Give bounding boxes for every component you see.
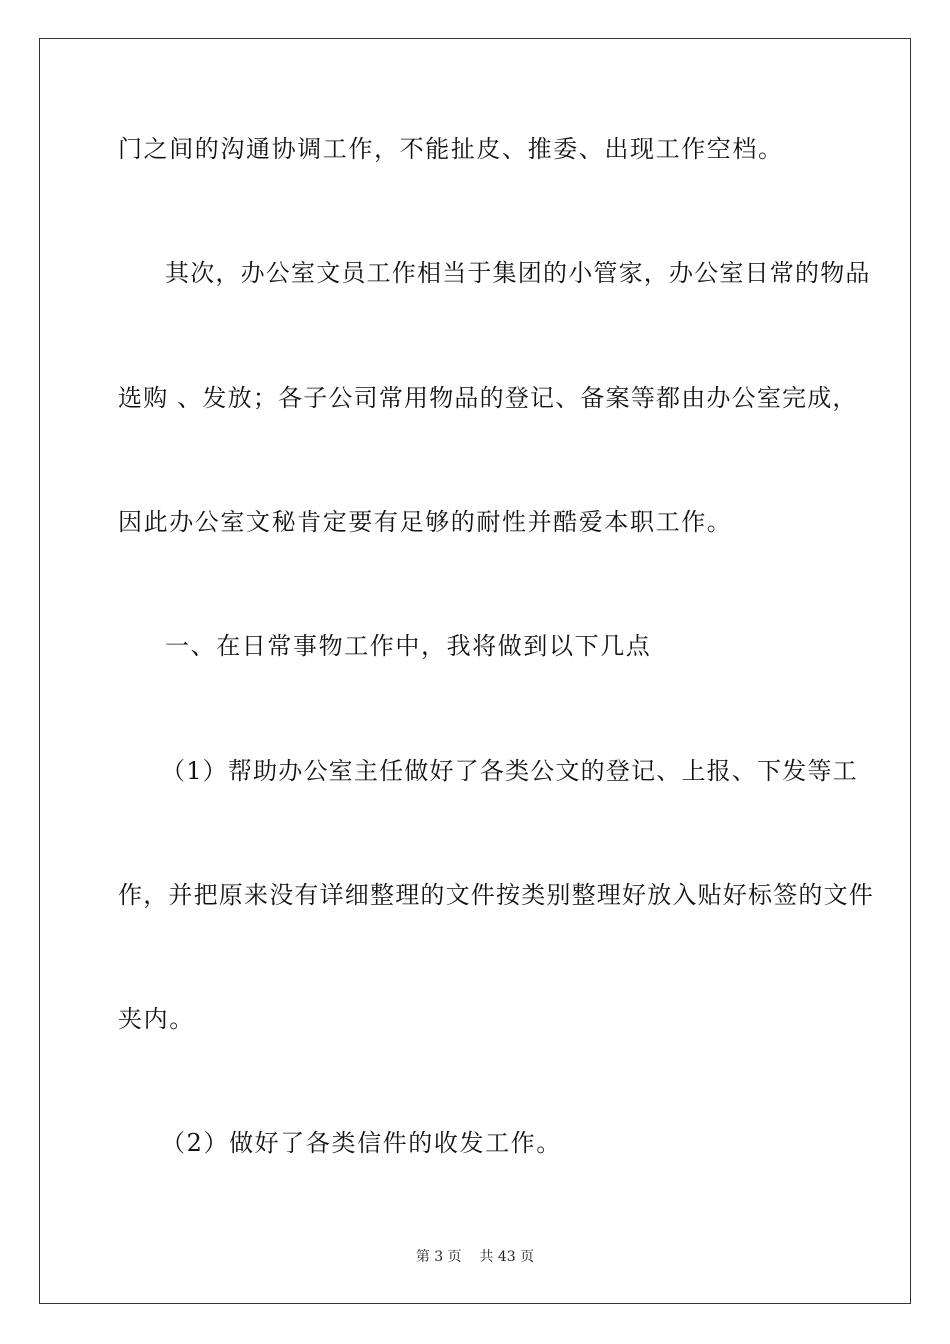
paragraph-line-6: （1）帮助办公室主任做好了各类公文的登记、上报、下发等工 [161, 757, 858, 785]
paragraph-line-7: 作，并把原来没有详细整理的文件按类别整理好放入贴好标签的文件 [118, 881, 874, 909]
page-number-label: 第 3 页 共 43 页 [415, 1249, 535, 1265]
paragraph-line-3: 选购 、发放；各子公司常用物品的登记、备案等都由办公室完成， [118, 384, 858, 412]
paragraph-line-4: 因此办公室文秘肯定要有足够的耐性并酷爱本职工作。 [118, 508, 733, 536]
paragraph-line-9: （2）做好了各类信件的收发工作。 [161, 1129, 562, 1157]
paragraph-line-1: 门之间的沟通协调工作，不能扯皮、推委、出现工作空档。 [118, 135, 784, 163]
paragraph-line-2: 其次，办公室文员工作相当于集团的小管家，办公室日常的物品 [165, 259, 871, 287]
page-footer [0, 1248, 950, 1266]
page-border [39, 38, 911, 1304]
paragraph-line-8: 夹内。 [118, 1005, 195, 1033]
section-heading: 一、在日常事物工作中，我将做到以下几点 [165, 632, 652, 660]
